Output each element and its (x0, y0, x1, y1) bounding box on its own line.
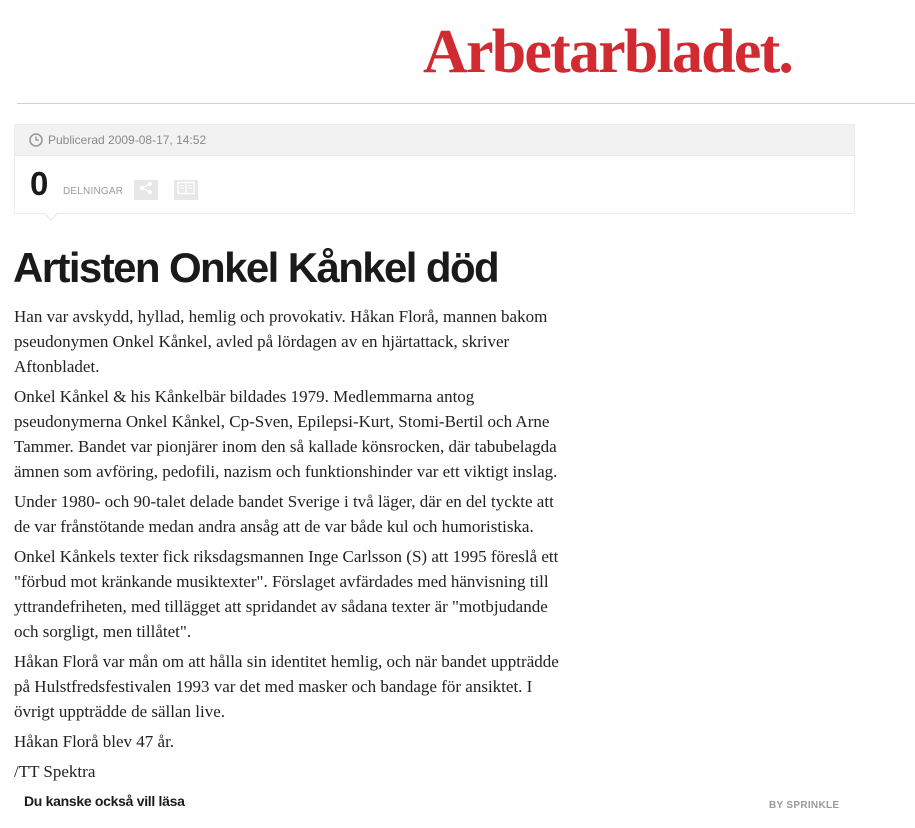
book-icon (177, 181, 195, 200)
share-count-label: DELNINGAR (63, 186, 124, 197)
share-icon (139, 181, 153, 200)
article-paragraph: Under 1980- och 90-talet delade bandet Sverige i två läger, där en del tyckte att de var frånstötande medan andra ansåg att de var både kul och humoristiska. (14, 492, 554, 536)
read-later-button[interactable] (174, 180, 198, 200)
publish-date: Publicerad 2009-08-17, 14:52 (48, 133, 207, 147)
article-paragraph: Håkan Florå var mån om att hålla sin identitet hemlig, och när bandet uppträdde på Hulstfredsfestivalen 1993 var det med masker och bandage för ansiktet. I övrigt uppträdde de sällan live. (14, 652, 559, 721)
share-bar (15, 156, 854, 214)
site-logo-link[interactable]: Arbetarbladet. (423, 18, 793, 86)
clock-icon (29, 133, 43, 147)
publish-info (15, 125, 854, 156)
article-meta-box (14, 124, 855, 214)
article-paragraph: Onkel Kånkels texter fick riksdagsmannen Inge Carlsson (S) att 1995 föreslå ett "förbud mot kränkande musiktexter". Förslaget avfärdades med hänvisning till yttrandefriheten, med tillägget att spridandet av sådana texter är "motbjudande och sorgligt, men tillåtet". (14, 547, 559, 641)
article-body (14, 304, 566, 789)
article-paragraph: Onkel Kånkel & his Kånkelbär bildades 1979. Medlemmarna antog pseudonymerna Onkel Kånkel, Cp-Sven, Epilepsi-Kurt, Stomi-Bertil och Arne Tammer. Bandet var pionjärer inom den så kallade könsrocken, där tabubelagda ämnen som avföring, pedofili, nazism och funktionshinder var ett viktigt inslag. (14, 387, 558, 481)
article-source: /TT Spektra (14, 762, 96, 781)
meta-box-pointer-fill (44, 212, 58, 219)
share-count: 0 (30, 165, 49, 202)
article-paragraph: Han var avskydd, hyllad, hemlig och provokativ. Håkan Florå, mannen bakom pseudonymen Onkel Kånkel, avled på lördagen av en hjärtattack, skriver Aftonbladet. (14, 307, 548, 376)
header-divider (17, 103, 915, 104)
share-button[interactable] (134, 180, 158, 200)
site-logo[interactable] (423, 14, 792, 90)
sprinkle-byline[interactable]: BY SPRINKLE (769, 800, 840, 811)
related-articles-heading: Du kanske också vill läsa (24, 793, 185, 809)
article-paragraph: Håkan Florå blev 47 år. (14, 732, 175, 751)
article-headline: Artisten Onkel Kånkel död (13, 244, 499, 291)
